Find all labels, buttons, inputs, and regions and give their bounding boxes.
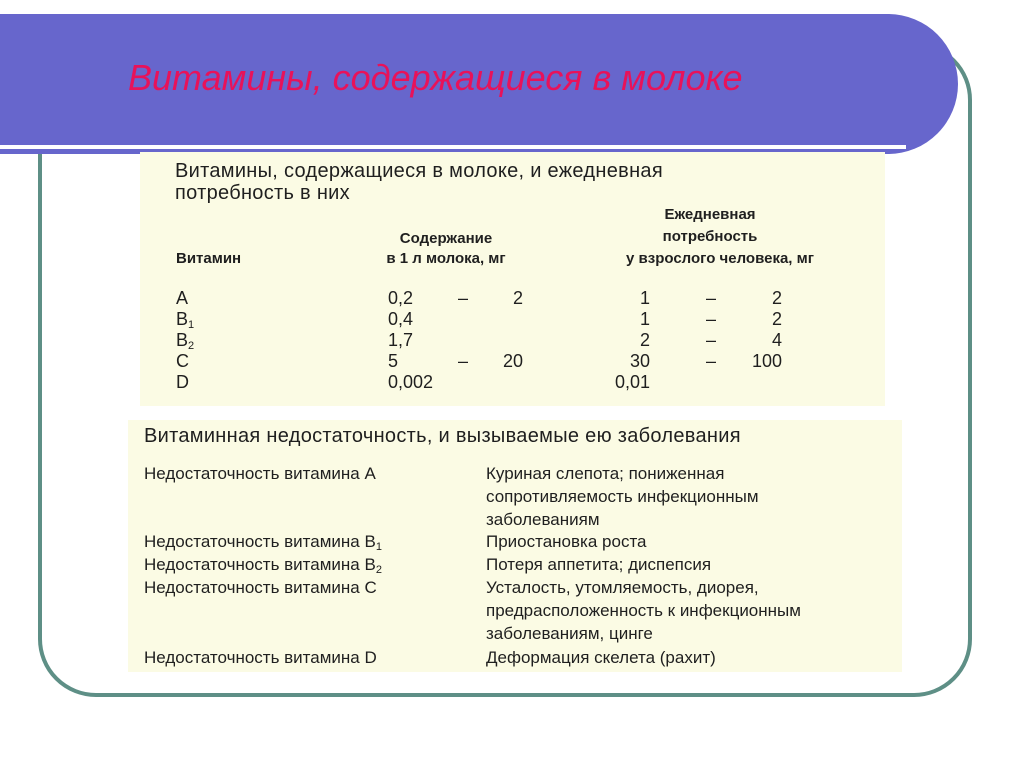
deficiency-label [144,532,382,553]
vitamin-name [176,351,189,373]
need-min: 1 [639,309,650,329]
table2-caption: Витаминная недостаточность, и вызываемые ею заболевания [144,425,741,447]
need-min: 30 [629,351,650,371]
slide-title: Витамины, содержащиеся в молоке [128,57,743,98]
disease-text: Усталость, утомляемость, диорея, [486,578,759,597]
need-dash: – [706,351,717,371]
vitamin-letter: D [176,372,189,392]
vitamin-name [176,330,194,352]
content-min: 5 [388,351,399,371]
need-dash: – [706,288,717,308]
content-min: 0,2 [388,288,414,308]
content-max: 2 [512,288,523,308]
need-dash: – [706,309,717,329]
vitamin-deficiency-table [128,420,902,672]
disease-text: заболеваниям [486,510,600,529]
header-need-line1: Ежедневная [664,206,756,223]
deficiency-label [144,555,382,576]
content-min: 0,002 [388,372,434,392]
vitamin-letter: C [176,351,189,371]
disease-text: сопротивляемость инфекционным [486,487,759,506]
deficiency-label [144,464,376,485]
disease-text: Приостановка роста [486,532,647,551]
disease-text: Деформация скелета (рахит) [486,648,716,667]
vitamin-content-table [140,152,885,406]
need-min: 1 [639,288,650,308]
need-max: 2 [771,288,782,308]
deficiency-text: Недостаточность витамина B [144,532,376,551]
header-content-line2: в 1 л молока, мг [386,250,506,267]
deficiency-text: Недостаточность витамина C [144,578,377,597]
vitamin-subscript: 1 [188,319,195,331]
need-min: 2 [639,330,650,350]
vitamin-name [176,288,188,310]
vitamin-letter: B [176,309,189,329]
header-vitamin: Витамин [176,250,242,267]
vitamin-name [176,309,194,331]
title-underline [0,145,906,149]
content-dash: – [458,351,469,371]
deficiency-label [144,578,377,599]
vitamin-name [176,372,189,394]
disease-text: Куриная слепота; пониженная [486,464,725,483]
vitamin-letter: A [176,288,189,308]
disease-text: Потеря аппетита; диспепсия [486,555,712,574]
deficiency-subscript: 2 [375,564,382,576]
vitamin-subscript: 2 [188,340,195,352]
disease-text: заболеваниям, цинге [486,624,653,643]
content-min: 0,4 [388,309,414,329]
table1-caption-line1: Витамины, содержащиеся в молоке, и ежедневная [175,160,663,182]
header-content-line1: Содержание [399,230,493,247]
content-max: 20 [502,351,523,371]
deficiency-text: Недостаточность витамина B [144,555,376,574]
header-need-line3: у взрослого человека, мг [626,250,814,267]
header-need-line2: потребность [662,228,758,245]
vitamin-letter: B [176,330,189,350]
deficiency-text: Недостаточность витамина D [144,648,377,667]
need-max: 2 [771,309,782,329]
deficiency-label [144,648,377,669]
need-max: 100 [751,351,782,371]
content-dash: – [458,288,469,308]
content-min: 1,7 [388,330,414,350]
deficiency-text: Недостаточность витамина A [144,464,376,483]
table1-caption-line2: потребность в них [175,182,350,204]
deficiency-subscript: 1 [375,541,382,553]
need-max: 4 [771,330,782,350]
need-min: 0,01 [614,372,650,392]
disease-text: предрасположенность к инфекционным [486,601,801,620]
need-dash: – [706,330,717,350]
